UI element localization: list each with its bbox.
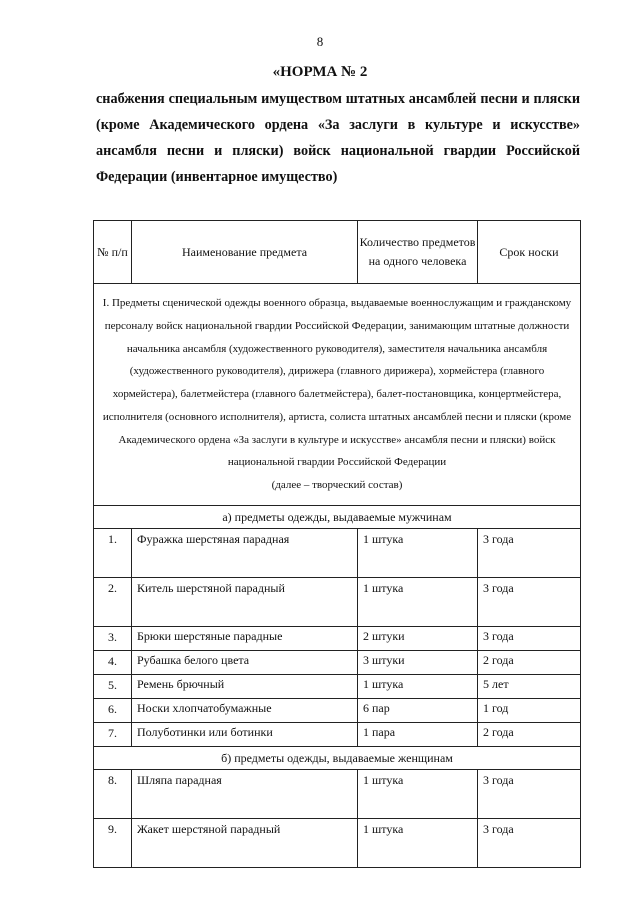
- item-name: Китель шерстяной парадный: [132, 578, 358, 627]
- item-number: 2.: [94, 578, 132, 627]
- item-number: 8.: [94, 770, 132, 819]
- norm-subtitle: снабжения специальным имуществом штатных ансамблей песни и пляски (кроме Академического ордена «За заслуги в культуре и искусстве» ансамбля песни и пляски) войск национальной гвардии Российской Федерации (инвентарное имущество): [96, 91, 580, 185]
- page-number: 8: [316, 34, 324, 49]
- item-quantity: 1 штука: [358, 770, 478, 819]
- item-term: 5 лет: [478, 675, 581, 699]
- item-name: Полуботинки или ботинки: [132, 723, 358, 747]
- item-term: 3 года: [478, 770, 581, 819]
- item-term: 3 года: [478, 819, 581, 868]
- men-subsection-label: а) предметы одежды, выдаваемые мужчинам: [94, 506, 581, 529]
- item-quantity: 1 штука: [358, 675, 478, 699]
- section-cell: [94, 284, 581, 506]
- section-note: (далее – творческий состав): [271, 478, 403, 491]
- table-row: [94, 627, 581, 651]
- table-row: [94, 770, 581, 819]
- item-term: 1 год: [478, 699, 581, 723]
- header-term: Срок носки: [478, 221, 581, 284]
- item-term: 3 года: [478, 578, 581, 627]
- women-subsection-row: [94, 747, 581, 770]
- table-row: [94, 723, 581, 747]
- women-rows: [94, 770, 581, 868]
- section-title: I. Предметы сценической одежды военного образца, выдаваемые военнослужащим и гражданскому персоналу войск национальной гвардии Российской Федерации, занимающим штатные должности начальника ансамбля (художественного руководителя), заместителя начальника ансамбля (художественного руководителя), дирижера (главного дирижера), хормейстера (главного хормейстера), балетмейстера (главного балетмейстера), балет-постановщика, концертмейстера, исполнителя (основного исполнителя), артиста, солиста штатных ансамблей песни и пляски (кроме Академического ордена «За заслуги в культуре и искусстве» ансамбля песни и пляски) войск национальной гвардии Российской Федерации: [102, 297, 572, 469]
- table-row: [94, 651, 581, 675]
- item-quantity: 1 штука: [358, 578, 478, 627]
- item-number: 7.: [94, 723, 132, 747]
- item-number: 9.: [94, 819, 132, 868]
- norm-table: [93, 220, 581, 868]
- item-quantity: 6 пар: [358, 699, 478, 723]
- item-term: 2 года: [478, 723, 581, 747]
- table-row: [94, 819, 581, 868]
- item-term: 3 года: [478, 529, 581, 578]
- section-row: [94, 284, 581, 506]
- item-name: Ремень брючный: [132, 675, 358, 699]
- women-subsection-label: б) предметы одежды, выдаваемые женщинам: [94, 747, 581, 770]
- item-name: Носки хлопчатобумажные: [132, 699, 358, 723]
- table-row: [94, 699, 581, 723]
- header-num: № п/п: [94, 221, 132, 284]
- item-quantity: 1 штука: [358, 819, 478, 868]
- item-quantity: 2 штуки: [358, 627, 478, 651]
- men-rows: [94, 529, 581, 747]
- header-name: Наименование предмета: [132, 221, 358, 284]
- table-row: [94, 675, 581, 699]
- item-number: 1.: [94, 529, 132, 578]
- item-quantity: 1 пара: [358, 723, 478, 747]
- item-number: 3.: [94, 627, 132, 651]
- item-term: 3 года: [478, 627, 581, 651]
- table-row: [94, 578, 581, 627]
- item-name: Шляпа парадная: [132, 770, 358, 819]
- norm-title: «НОРМА № 2: [272, 64, 368, 80]
- item-quantity: 1 штука: [358, 529, 478, 578]
- item-term: 2 года: [478, 651, 581, 675]
- item-number: 4.: [94, 651, 132, 675]
- table-row: [94, 529, 581, 578]
- item-name: Фуражка шерстяная парадная: [132, 529, 358, 578]
- item-name: Брюки шерстяные парадные: [132, 627, 358, 651]
- item-number: 6.: [94, 699, 132, 723]
- table-header-row: [94, 221, 581, 284]
- item-name: Жакет шерстяной парадный: [132, 819, 358, 868]
- item-quantity: 3 штуки: [358, 651, 478, 675]
- header-qty: Количество предметов на одного человека: [358, 221, 478, 284]
- men-subsection-row: [94, 506, 581, 529]
- item-number: 5.: [94, 675, 132, 699]
- item-name: Рубашка белого цвета: [132, 651, 358, 675]
